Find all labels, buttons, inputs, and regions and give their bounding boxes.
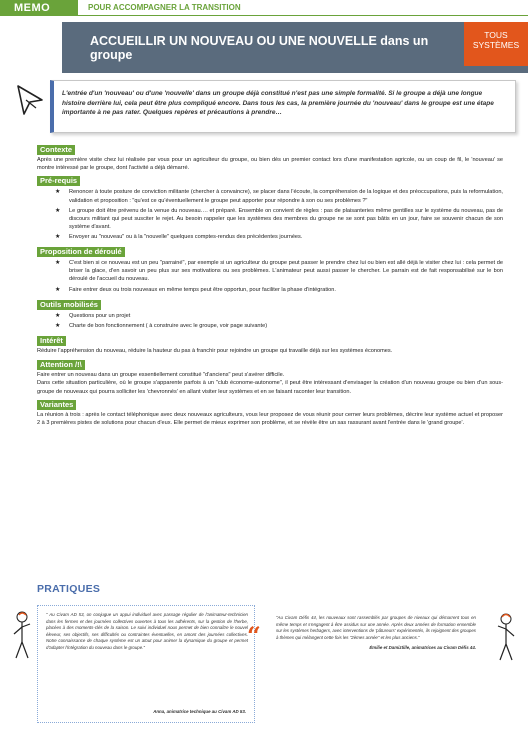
quote-text-right: "Au Civam Défis 44, les nouveaux sont rassemblés par groupes de niveaux qui démarrent tous en même temps et s'engagent à être assidus sur une année. Après deux années de formation ensemble sur les systèmes herbagers, avec interventions de 'pâtureurs' expérimentés, ils rejoignent des groupes à thèmes qui mélangent cette fois les "2èmes année" et les plus anciens." xyxy=(276,615,476,640)
attention-paragraph-2: Dans cette situation particulière, où le groupe s'apparente parfois à un "club économe-autonome", il peut être intéressant d'envisager la création d'un nouveau groupe ou bien d'un sous-groupe de nouveaux qui pourra solliciter les 'chevronnés' en allant visiter leur systèmes et en se faisant raconter leur transition. xyxy=(37,380,503,395)
quote-box-right xyxy=(268,605,490,723)
quote-box-left xyxy=(37,605,255,723)
memo-divider xyxy=(78,15,528,16)
section-body-interet: Réduire l'appréhension du nouveau, réduire la hauteur du pas à franchir pour rejoindre un groupe qui travaille déjà sur les systèmes économes. xyxy=(37,348,393,355)
outils-list xyxy=(37,312,503,330)
section-heading-variantes: Variantes xyxy=(37,400,76,410)
section-body-contexte: Après une première visite chez lui réalisée par vous pour un agriculteur du groupe, ou bien dès un premier contact lors d'une manifestation agricole, ou un coup de fil, le 'nouveau' se montre intéressé par le groupe, dont l'activité a déjà démarré. xyxy=(37,157,503,172)
attention-paragraph-1: Faire entrer un nouveau dans un groupe essentiellement constitué "d'anciens" peut s'avérer difficile. xyxy=(37,372,285,379)
intro-box: L'entrée d'un 'nouveau' ou d'une 'nouvelle' dans un groupe déjà constitué n'est pas une simple formalité. Si le groupe a déjà une longue histoire derrière lui, cela peut être plus compliqué encore. Dans tous les cas, la première journée du 'nouveau' dans le groupe est une étape importante à ne pas rater. Quelques repères et précautions à prendre… xyxy=(50,80,516,133)
list-item: ★ Envoyer au "nouveau" ou à la "nouvelle" quelques comptes-rendus des précédentes journées. xyxy=(55,233,503,241)
section-heading-prerequis: Pré-requis xyxy=(37,176,80,186)
section-body-attention xyxy=(37,371,503,395)
person-illustration-right xyxy=(494,612,518,664)
prerequis-list xyxy=(37,188,503,241)
memo-tag: MEMO xyxy=(0,0,78,16)
section-heading-interet: Intérêt xyxy=(37,336,66,346)
memo-bar xyxy=(0,0,528,16)
pratiques-heading: PRATIQUES xyxy=(37,583,101,595)
list-item: ★ Le groupe doit être prévenu de la venue du nouveau…. et préparé. Ensemble on convient de règles : pas de plaisanteries même gentilles sur le système du nouveau, pas de discours militant qui peut susciter le rejet. Au besoin rappeler que les systèmes des membres du groupe ne se sont pas bâtis en un jour, faire se souvenir chacun de son système d'avant. xyxy=(55,207,503,231)
main-content xyxy=(37,141,503,427)
quote-text-left: " Au Civam AD 53, on conjugue un appui individuel avec passage régulier de l'animateur-technicien dans les fermes et des journées collectives ouvertes à tous les adhérents, sur la gestion de l'herbe, placées à des moments-clés de la saison. Le suivi individuel nous permet de bien connaître le nouvel éleveur, ses objectifs, ses difficultés ou contraintes éventuelles, en amont des journées collectives. Notre connaissance de chaque système est un atout pour animer la dynamique du groupe et permet d'adapter l'intégration du nouveau dans le groupe." xyxy=(46,612,248,650)
systems-badge: TOUS SYSTÈMES xyxy=(464,22,528,66)
section-heading-attention: Attention /!\ xyxy=(37,360,85,370)
list-item: ★ Faire entrer deux ou trois nouveaux en même temps peut être opportun, pour faciliter la phase d'intégration. xyxy=(55,286,503,294)
quote-mark-icon: “ xyxy=(247,621,261,650)
memo-subtitle: POUR ACCOMPAGNER LA TRANSITION xyxy=(88,3,241,12)
page-title: ACCUEILLIR UN NOUVEAU OU UNE NOUVELLE dans un groupe xyxy=(90,34,429,62)
section-heading-contexte: Contexte xyxy=(37,145,75,155)
list-item: ★ Charte de bon fonctionnement ( à construire avec le groupe, voir page suivante) xyxy=(55,322,503,330)
person-illustration-left xyxy=(10,610,34,662)
quote-signature-right: Émilie et Damiztille, animatrices au Civam Défis 44. xyxy=(369,645,476,651)
list-item: ★ Renoncer à toute posture de conviction militante (chercher à convaincre), se placer dans l'écoute, la compréhension de la logique et des préoccupations, puis la reformulation, validation et proposition : "qu'est ce qu'éventuellement le groupe peut apporter pour répondre à son ou ses problèmes ?" xyxy=(55,188,503,204)
page-header xyxy=(62,22,528,73)
quote-signature-left: Anna, animatrice technique au Civam AD 53. xyxy=(153,709,246,715)
list-item: ★ Questions pour un projet xyxy=(55,312,503,320)
list-item: ★ C'est bien si ce nouveau est un peu "parrainé", par exemple si un agriculteur du groupe peut passer le prendre chez lui ou bien est allé déjà le visiter chez lui : cela permet de briser la glace, d'en savoir un peu plus sur ses motivations ou ses problèmes. L'animateur peut aussi passer le chercher. Le parrain est de fait responsabilisé sur le bon déroulé de l'accueil du nouveau. xyxy=(55,259,503,283)
deroule-list xyxy=(37,259,503,293)
section-heading-deroule: Proposition de déroulé xyxy=(37,247,125,257)
section-heading-outils: Outils mobilisés xyxy=(37,300,101,310)
section-body-variantes: La réunion à trois : après le contact téléphonique avec deux nouveaux agriculteurs, vous leur proposez de vous réunir pour cerner leurs problèmes, décrire leur système actuel et proposer 2 à 3 premières pistes de solutions pour chacun d'eux. Elle permet de mieux exprimer son problème, et se révèle être un sas rassurant avant l'entrée dans le 'grand groupe'. xyxy=(37,411,503,426)
arrow-icon xyxy=(12,78,52,118)
